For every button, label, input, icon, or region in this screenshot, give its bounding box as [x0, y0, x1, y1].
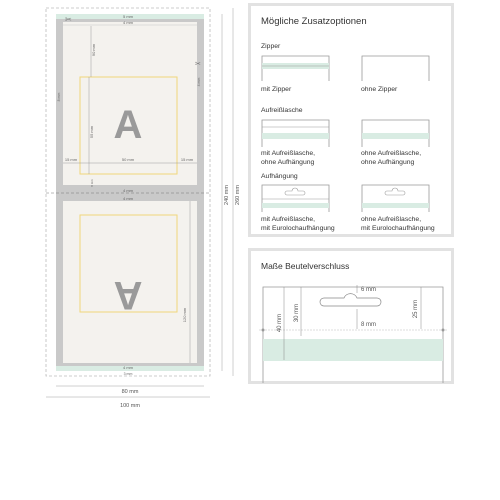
- closure-panel: [248, 248, 454, 384]
- closure-dim-25: 25 mm: [413, 299, 419, 319]
- closure-dim-6: 6 mm: [361, 287, 376, 293]
- opt-notear-no-hang-line2: ohne Aufhängung: [361, 159, 415, 166]
- print-template: [0, 0, 245, 420]
- opt-notear-no-hang: [361, 149, 421, 167]
- letter-bottom: A: [113, 273, 143, 317]
- opt-notear-euro: [361, 215, 435, 233]
- opt-notear-euro-line2: mit Eurolochaufhängung: [361, 225, 435, 232]
- dim-top-inner: 4 mm: [123, 20, 133, 25]
- dim-4-mid-a: 4 mm: [123, 188, 133, 193]
- bag-notear-no-hang: [359, 117, 431, 147]
- options-panel: [248, 3, 454, 237]
- opt-without-zipper: ohne Zipper: [361, 86, 398, 93]
- bag-without-zipper: [359, 53, 431, 81]
- options-title: Mögliche Zusatzoptionen: [261, 16, 367, 27]
- dim-4-mid-b: 4 mm: [123, 196, 133, 201]
- opt-notear-euro-line1: ohne Aufreißlasche,: [361, 216, 422, 223]
- dim-90: 90 mm: [91, 43, 96, 57]
- dim-bottom-4: 4 mm: [123, 365, 133, 370]
- closure-title: Maße Beutelverschluss: [261, 261, 350, 271]
- opt-with-zipper: mit Zipper: [261, 86, 292, 93]
- opt-tear-no-hang: [261, 149, 315, 167]
- dim-top-width: 5 mm: [123, 14, 133, 19]
- bag-tear-no-hang: [259, 117, 331, 147]
- dim-small-vert: 8 mm: [90, 179, 94, 187]
- opt-tear-euro-line1: mit Aufreißlasche,: [261, 216, 316, 223]
- dim-15-right: 15 mm: [180, 157, 194, 162]
- bag-notear-euro: [359, 182, 431, 212]
- dim-240: 240 mm: [224, 185, 230, 205]
- dim-100: 100 mm: [120, 403, 140, 409]
- opt-tear-no-hang-line1: mit Aufreißlasche,: [261, 150, 316, 157]
- scissors-icon-right: ✂: [195, 61, 201, 68]
- dim-260: 260 mm: [235, 185, 241, 205]
- bag-with-zipper: [259, 53, 331, 81]
- opt-tear-euro: [261, 215, 335, 233]
- opt-tear-euro-line2: mit Eurolochaufhängung: [261, 225, 335, 232]
- dim-80: 80 mm: [121, 389, 139, 395]
- bag-tear-euro: [259, 182, 331, 212]
- dim-120: 120 mm: [182, 307, 187, 323]
- closure-dim-8: 8 mm: [361, 322, 376, 328]
- opt-notear-no-hang-line1: ohne Aufreißlasche,: [361, 150, 422, 157]
- dim-bottom-3: 3 mm: [123, 372, 133, 376]
- dim-15-left: 15 mm: [64, 157, 78, 162]
- opt-tear-no-hang-line2: ohne Aufhängung: [261, 159, 315, 166]
- letter-top: A: [113, 103, 143, 147]
- dim-4-right: 4 mm: [197, 77, 201, 87]
- section-tear: Aufreißlasche: [261, 107, 303, 114]
- dim-50: 50 mm: [121, 157, 135, 162]
- section-hang: Aufhängung: [261, 173, 298, 180]
- scissors-icon: ✂: [65, 15, 72, 24]
- section-zipper: Zipper: [261, 43, 281, 50]
- dim-8: 8 mm: [57, 92, 61, 102]
- closure-dim-30: 30 mm: [294, 303, 300, 323]
- closure-dim-40: 40 mm: [277, 313, 283, 333]
- closure-diagram: [251, 273, 451, 383]
- dim-55: 55 mm: [89, 125, 94, 139]
